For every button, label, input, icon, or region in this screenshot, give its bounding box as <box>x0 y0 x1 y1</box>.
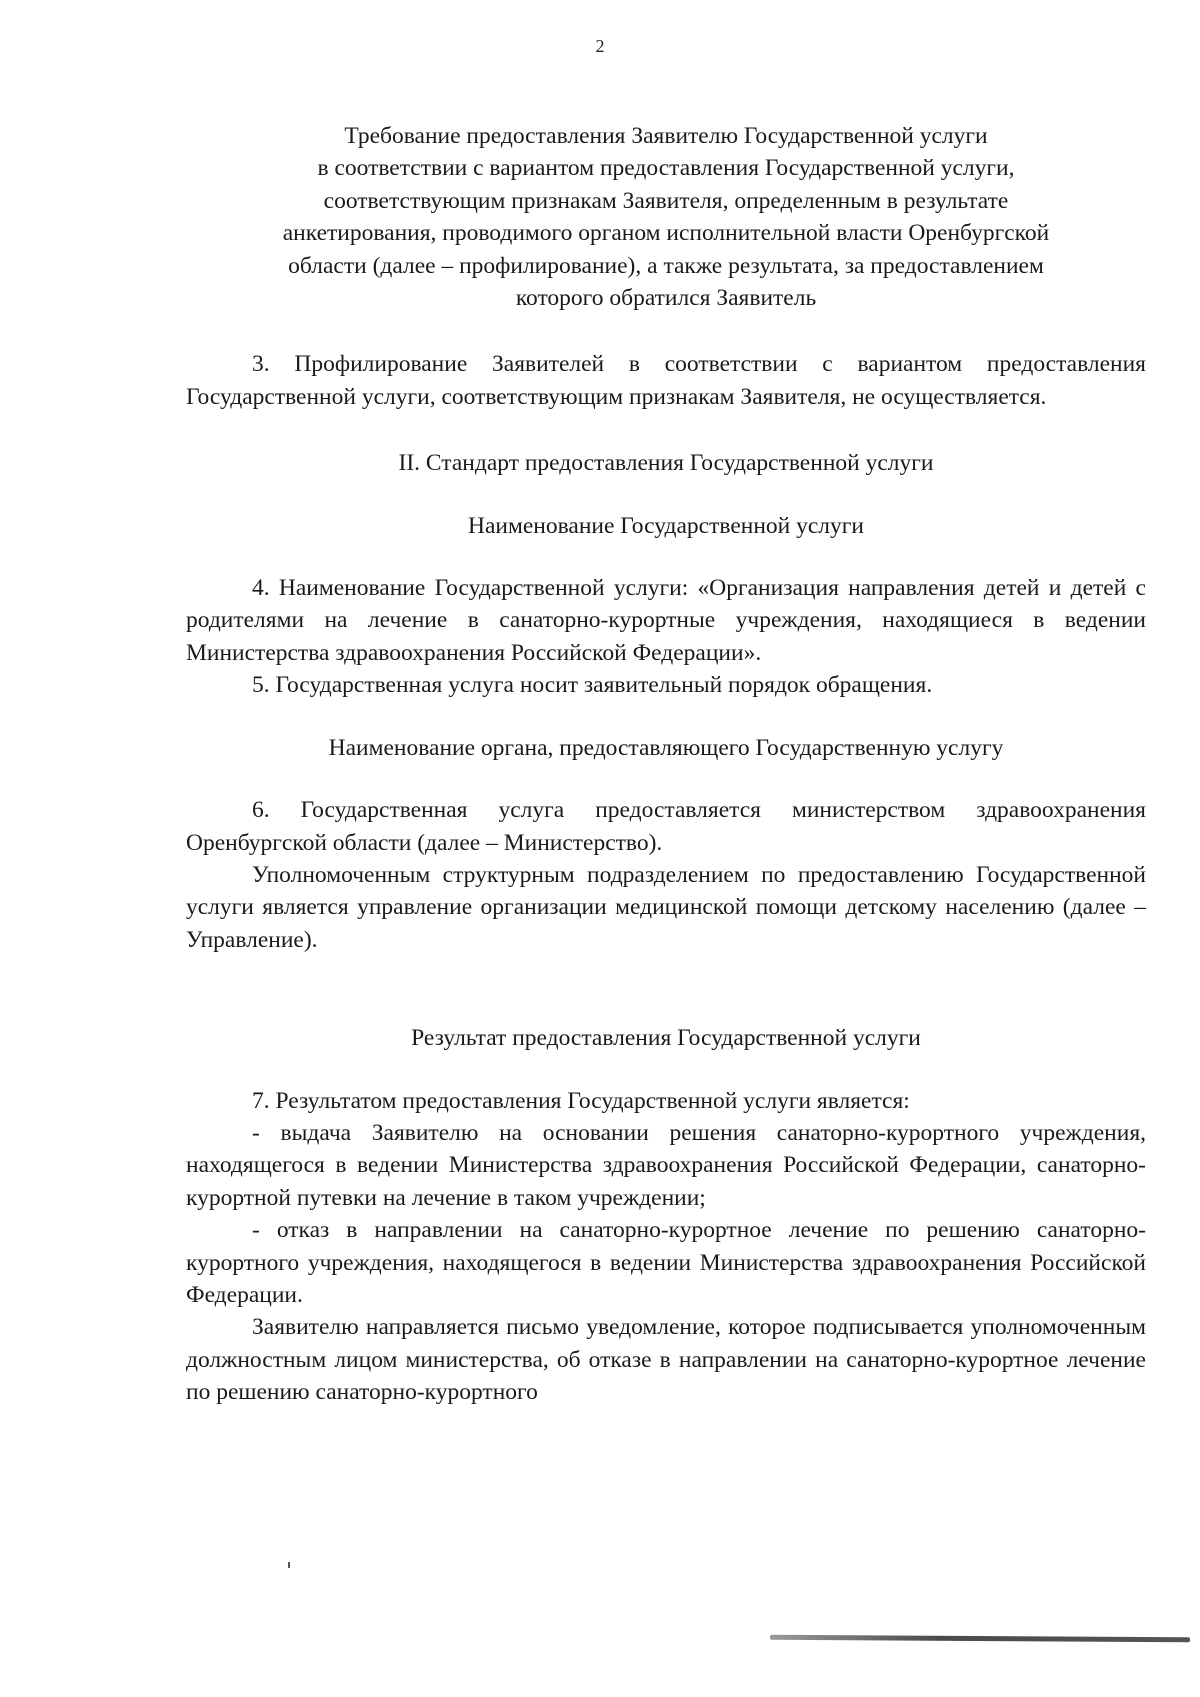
spacer <box>186 480 1146 510</box>
paragraph-4: 4. Наименование Государственной услуги: «Организация направления детей и детей с родителями на лечение в санаторно-курортные учреждения, находящиеся в ведении Министерства здравоохранения Российской Федерации». <box>186 575 1146 666</box>
spacer <box>186 702 1146 732</box>
heading-authority: Наименование органа, предоставляющего Государственную услугу <box>328 734 1004 761</box>
paragraph-3: 3. Профилирование Заявителей в соответствии с вариантом предоставления Государственной услуги, соответствующим признакам Заявителя, не осуществляется. <box>186 351 1146 410</box>
paragraph-6-unit: Уполномоченным структурным подразделением по предоставлению Государственной услуги является управление организации медицинской помощи детскому населению (далее – Управление). <box>186 861 1146 953</box>
heading-result: Результат предоставления Государственной услуги <box>411 1025 921 1052</box>
section-heading-requirement: Требование предоставления Заявителю Государственной услуги в соответствии с вариантом предоставления Государственной услуги, соответствующим признакам Заявителя, определенным в результате анкетирования, проводимого органом исполнительной власти Оренбургской области (далее – профилирование), а также результата, за предоставлением которого обратился Заявитель <box>282 123 1050 312</box>
paragraph-6: 6. Государственная услуга предоставляется министерством здравоохранения Оренбургской области (далее – Министерство). <box>186 797 1146 856</box>
spacer <box>186 314 1146 348</box>
spacer <box>186 1055 1146 1085</box>
page-number: 2 <box>595 36 605 56</box>
spacer <box>186 413 1146 447</box>
spacer <box>186 956 1146 1022</box>
paragraph-7: 7. Результатом предоставления Государственной услуги является: <box>252 1087 910 1114</box>
scan-speck <box>288 1562 290 1568</box>
chapter-heading-standard: II. Стандарт предоставления Государственной услуги <box>398 450 934 477</box>
paragraph-5: 5. Государственная услуга носит заявительный порядок обращения. <box>252 672 933 699</box>
paragraph-7-notification: Заявителю направляется письмо уведомление, которое подписывается уполномоченным должностным лицом министерства, об отказе в направлении на санаторно-курортное лечение по решению санаторно-курортного <box>186 1314 1146 1406</box>
paragraph-7-item-issue: - выдача Заявителю на основании решения санаторно-курортного учреждения, находящегося в ведении Министерства здравоохранения Российской Федерации, санаторно-курортной путевки на лечение в таком учреждении; <box>186 1119 1146 1211</box>
heading-service-name: Наименование Государственной услуги <box>468 512 864 539</box>
paragraph-7-item-refusal: - отказ в направлении на санаторно-курортное лечение по решению санаторно-курортного учреждения, находящегося в ведении Министерства здравоохранения Российской Федерации. <box>186 1217 1146 1308</box>
scan-edge-line <box>770 1635 1190 1643</box>
spacer <box>186 764 1146 794</box>
spacer <box>186 542 1146 572</box>
document-body <box>186 120 1146 1409</box>
